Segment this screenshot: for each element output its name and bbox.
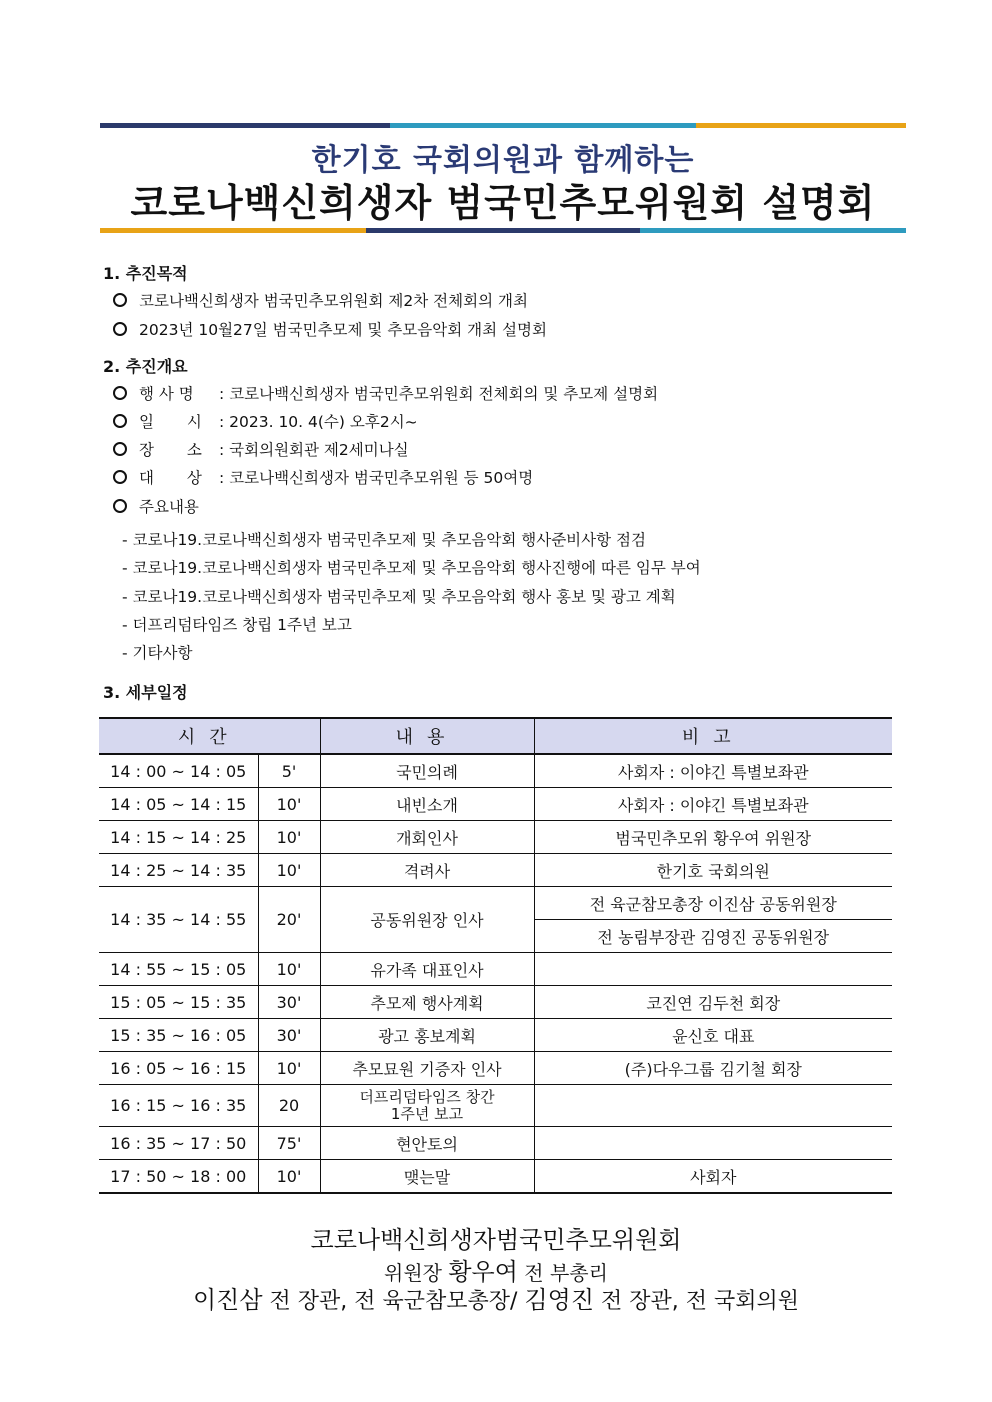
purpose-item: 2023년 10월27일 범국민추모제 및 추모음악회 개최 설명회 [113, 318, 547, 340]
schedule-table [99, 717, 892, 1194]
table-row: 전 농림부장관 김영진 공동위원장 [99, 920, 892, 953]
overview-item: 일 시 : 2023. 10. 4(수) 오후2시~ [113, 410, 418, 432]
footer-co-chairs: 이진삼 전 장관, 전 육군참모총장/ 김영진 전 장관, 전 국회의원 [192, 1286, 800, 1314]
overview-item: 대 상 : 코로나백신희생자 범국민추모위원 등 50여명 [113, 466, 533, 488]
table-row: 14 : 25 ~ 14 : 35 10' 격려사 한기호 국회의원 [99, 854, 892, 887]
table-header-row [99, 718, 892, 754]
table-row: 14 : 00 ~ 14 : 05 5' 국민의례 사회자 : 이야긴 특별보좌관 [99, 754, 892, 788]
overview-item: 장 소 : 국회의원회관 제2세미나실 [113, 438, 409, 460]
section2-heading: 2. 추진개요 [103, 357, 188, 376]
column-header-note: 비고 [534, 718, 892, 754]
overview-item: 주요내용 [113, 495, 199, 517]
footer-chairman: 위원장 황우여 전 부총리 [384, 1258, 608, 1286]
table-row: 16 : 15 ~ 16 : 35 20 더프리덤타임즈 창간 1주년 보고 [99, 1085, 892, 1127]
table-row: 17 : 50 ~ 18 : 00 10' 맺는말 사회자 [99, 1160, 892, 1194]
footer-org: 코로나백신희생자범국민추모위원회 [310, 1226, 682, 1254]
table-row: 16 : 35 ~ 17 : 50 75' 현안토의 [99, 1127, 892, 1160]
column-header-time: 시간 [99, 718, 320, 754]
detail-item: - 기타사항 [122, 644, 193, 662]
table-row: 15 : 05 ~ 15 : 35 30' 추모제 행사계획 코진연 김두천 회장 [99, 986, 892, 1019]
header-title: 코로나백신희생자 범국민추모위원회 설명회 [130, 181, 876, 225]
table-row: 15 : 35 ~ 16 : 05 30' 광고 홍보계획 윤신호 대표 [99, 1019, 892, 1052]
table-row: 14 : 05 ~ 14 : 15 10' 내빈소개 사회자 : 이야긴 특별보좌관 [99, 788, 892, 821]
section1-heading: 1. 추진목적 [103, 264, 188, 283]
circle-bullet-icon [113, 322, 127, 336]
table-row: 14 : 15 ~ 14 : 25 10' 개회인사 범국민추모위 황우여 위원장 [99, 821, 892, 854]
column-header-content: 내용 [320, 718, 534, 754]
circle-bullet-icon [113, 293, 127, 307]
purpose-item: 코로나백신희생자 범국민추모위원회 제2차 전체회의 개최 [113, 289, 528, 311]
header-subtitle: 한기호 국회의원과 함께하는 [311, 143, 695, 178]
circle-bullet-icon [113, 442, 127, 456]
table-row: 14 : 35 ~ 14 : 55 20' 공동위원장 인사 전 육군참모총장 이진삼 공동위원장 [99, 887, 892, 920]
table-row: 14 : 55 ~ 15 : 05 10' 유가족 대표인사 [99, 953, 892, 986]
section3-heading: 3. 세부일정 [103, 683, 188, 702]
top-color-bar [100, 123, 906, 128]
detail-item: - 코로나19.코로나백신희생자 범국민추모제 및 추모음악회 행사진행에 따른 임무 부여 [122, 559, 701, 577]
circle-bullet-icon [113, 470, 127, 484]
circle-bullet-icon [113, 499, 127, 513]
detail-item: - 코로나19.코로나백신희생자 범국민추모제 및 추모음악회 행사준비사항 점검 [122, 531, 646, 549]
detail-item: - 더프리덤타임즈 창립 1주년 보고 [122, 616, 352, 634]
circle-bullet-icon [113, 386, 127, 400]
bottom-color-bar [100, 228, 906, 233]
circle-bullet-icon [113, 414, 127, 428]
detail-item: - 코로나19.코로나백신희생자 범국민추모제 및 추모음악회 행사 홍보 및 광고 계획 [122, 588, 676, 606]
table-row: 16 : 05 ~ 16 : 15 10' 추모묘원 기증자 인사 (주)다우그룹 김기철 회장 [99, 1052, 892, 1085]
overview-item: 행 사 명 : 코로나백신희생자 범국민추모위원회 전체회의 및 추모제 설명회 [113, 382, 658, 404]
